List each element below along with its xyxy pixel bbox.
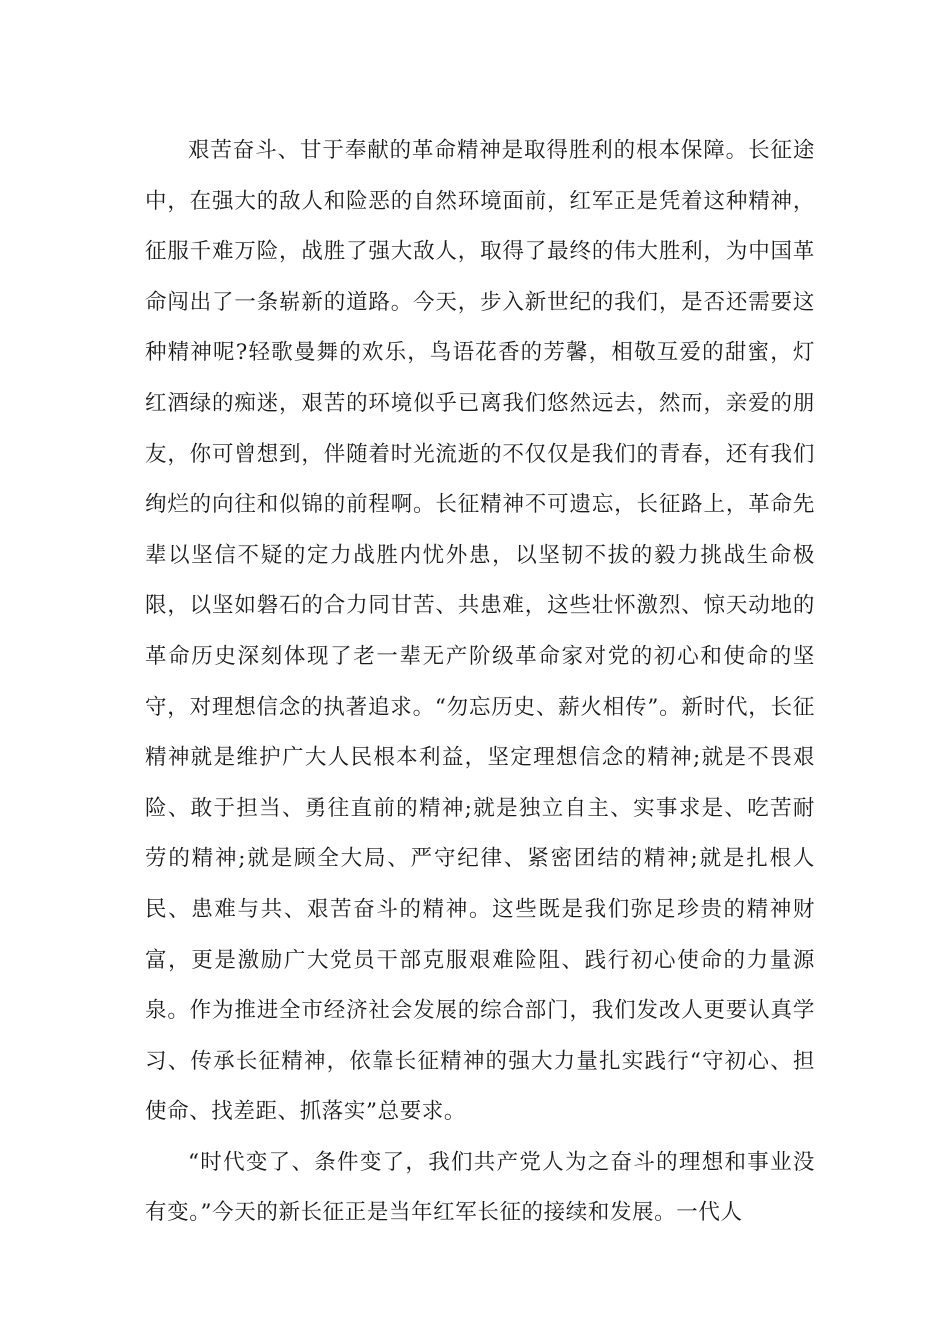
- paragraph-1: 艰苦奋斗、甘于奉献的革命精神是取得胜利的根本保障。长征途中，在强大的敌人和险恶的自然环境面前，红军正是凭着这种精神，征服千难万险，战胜了强大敌人，取得了最终的伟大胜利，为中国革命闯出了一条崭新的道路。今天，步入新世纪的我们，是否还需要这种精神呢?轻歌曼舞的欢乐，鸟语花香的芳馨，相敬互爱的甜蜜，灯红酒绿的痴迷，艰苦的环境似乎已离我们悠然远去，然而，亲爱的朋友，你可曾想到，伴随着时光流逝的不仅仅是我们的青春，还有我们绚烂的向往和似锦的前程啊。长征精神不可遗忘，长征路上，革命先辈以坚信不疑的定力战胜内忧外患，以坚韧不拔的毅力挑战生命极限，以坚如磐石的合力同甘苦、共患难，这些壮怀激烈、惊天动地的革命历史深刻体现了老一辈无产阶级革命家对党的初心和使命的坚守，对理想信念的执著追求。“勿忘历史、薪火相传”。新时代，长征精神就是维护广大人民根本利益，坚定理想信念的精神;就是不畏艰险、敢于担当、勇往直前的精神;就是独立自主、实事求是、吃苦耐劳的精神;就是顾全大局、严守纪律、紧密团结的精神;就是扎根人民、患难与共、艰苦奋斗的精神。这些既是我们弥足珍贵的精神财富，更是激励广大党员干部克服艰难险阻、践行初心使命的力量源泉。作为推进全市经济社会发展的综合部门，我们发改人更要认真学习、传承长征精神，依靠长征精神的强大力量扎实践行“守初心、担使命、找差距、抓落实”总要求。: [145, 138, 815, 1125]
- document-body: [145, 126, 815, 1239]
- paragraph-2: “时代变了、条件变了，我们共产党人为之奋斗的理想和事业没有变。”今天的新长征正是当年红军长征的接续和发展。一代人: [145, 1149, 815, 1226]
